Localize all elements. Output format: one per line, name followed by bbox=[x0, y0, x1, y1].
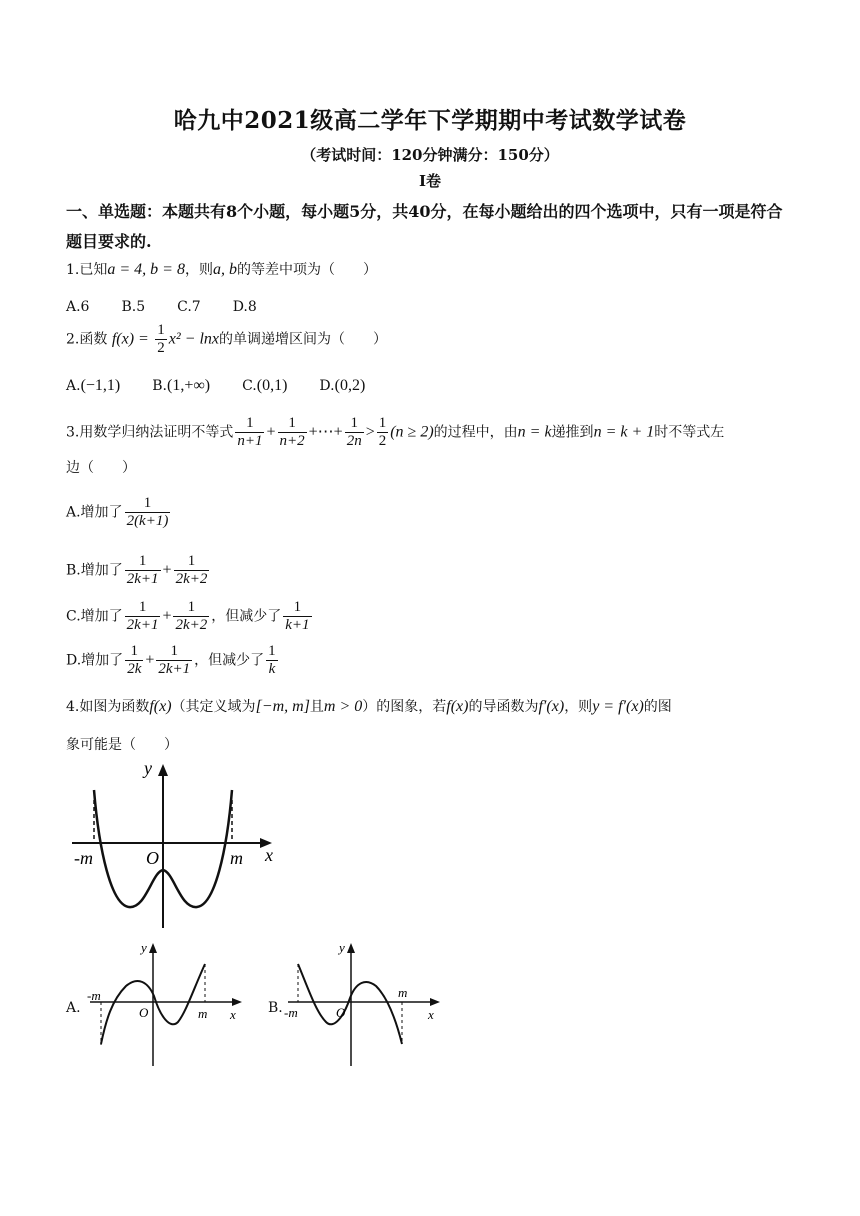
denominator: 2 bbox=[378, 433, 387, 449]
q2-option-c[interactable] bbox=[242, 373, 287, 399]
option-value: (0,1) bbox=[256, 377, 288, 394]
section-heading: 一、单选题：本题共有8个小题，每小题5分，共40分，在每小题给出的四个选项中，只有一项是符合题目要求的. bbox=[66, 202, 783, 251]
neg-m-label: -m bbox=[74, 848, 93, 868]
q1-option-c[interactable]: C.7 bbox=[177, 299, 201, 315]
option-fraction-2 bbox=[173, 599, 209, 634]
numerator: 1 bbox=[173, 599, 209, 617]
q1-vars: a, b bbox=[212, 261, 237, 278]
q1-option-b[interactable]: B.5 bbox=[121, 299, 146, 315]
option-value: (0,2) bbox=[334, 377, 366, 394]
q4-option-a-label[interactable]: A. bbox=[66, 1000, 81, 1016]
option-mid-text: ，但减少了 bbox=[194, 652, 265, 669]
y-axis-arrow bbox=[158, 764, 168, 776]
q3-term-1 bbox=[235, 415, 264, 450]
q4-cond: m > 0 bbox=[323, 698, 363, 715]
denominator: 2 bbox=[157, 340, 165, 356]
option-label: A. bbox=[66, 378, 81, 394]
numerator: 1 bbox=[345, 415, 364, 433]
y-axis-arrow bbox=[149, 943, 157, 953]
q4-func-2: f(x) bbox=[446, 698, 469, 715]
q4-text-d: 的图 bbox=[643, 699, 672, 715]
option-fraction-2 bbox=[174, 553, 210, 588]
q4-and: 且 bbox=[309, 699, 324, 715]
q3-dots: +⋯+ bbox=[308, 423, 343, 441]
option-fraction-3 bbox=[283, 599, 311, 634]
y-axis-label: y bbox=[141, 940, 147, 955]
q3-term-3 bbox=[345, 415, 364, 450]
exam-info: （考试时间：120分钟满分：150分） bbox=[301, 146, 559, 164]
option-label: D. bbox=[319, 378, 335, 394]
x-axis-label: x bbox=[230, 1007, 236, 1022]
q2-fraction bbox=[155, 322, 167, 357]
origin-label: O bbox=[139, 1005, 149, 1020]
denominator: 2(k+1) bbox=[126, 513, 169, 529]
m-label: m bbox=[230, 848, 243, 868]
volume-label: I卷 bbox=[418, 172, 442, 190]
q2-prefix: 2.函数 bbox=[66, 331, 108, 348]
q3-option-b[interactable]: B.增加了 $\frac{1}{2k+1}$ + $\frac{1}{2k+2}$ bbox=[66, 553, 208, 587]
question-2 bbox=[66, 322, 387, 357]
q2-rest: x² − lnx bbox=[168, 330, 220, 348]
option-fraction-1 bbox=[125, 599, 161, 634]
neg-m-label: -m bbox=[284, 1005, 298, 1020]
option-label: B.增加了 bbox=[66, 562, 123, 579]
x-axis-label: x bbox=[428, 1007, 434, 1022]
q3-cond: (n ≥ 2) bbox=[390, 423, 434, 441]
denominator: 2k+1 bbox=[126, 617, 159, 633]
question-1 bbox=[66, 257, 377, 283]
m-label: m bbox=[398, 985, 408, 1000]
q3-line-2: 边（ ） bbox=[66, 460, 136, 476]
denominator: 2k bbox=[127, 661, 142, 677]
numerator: 1 bbox=[125, 495, 171, 513]
question-3: 3.用数学归纳法证明不等式 $\frac{1}{n+1}$ + $\frac{1}{n+2}$ +⋯+ $\frac{1}{2n}$ > $\frac{1}{2}$ (n ≥ 2)的过程中，由n = k递推到n = k + 1时不等式左 bbox=[66, 415, 725, 449]
numerator: 1 bbox=[278, 415, 307, 433]
origin-label: O bbox=[336, 1005, 346, 1020]
derivative-curve bbox=[298, 964, 402, 1044]
q4-domain: [−m, m] bbox=[255, 698, 310, 715]
q4-option-b-graph[interactable] bbox=[282, 940, 442, 1068]
option-label: D.增加了 bbox=[66, 652, 124, 669]
denominator: 2n bbox=[346, 433, 362, 449]
q2-option-a[interactable] bbox=[66, 373, 120, 399]
option-label: B. bbox=[152, 378, 167, 394]
q3-to: n = k + 1 bbox=[593, 423, 655, 441]
numerator: 1 bbox=[283, 599, 311, 617]
q2-option-d[interactable] bbox=[319, 373, 365, 399]
option-value: (1,+∞) bbox=[167, 377, 211, 394]
q1-condition: a = 4, b = 8 bbox=[107, 261, 185, 278]
x-axis-label: x bbox=[265, 845, 273, 865]
q4-text-a: ）的图象，若 bbox=[362, 699, 447, 715]
denominator: k+1 bbox=[285, 617, 310, 633]
neg-m-label: -m bbox=[87, 988, 101, 1003]
denominator: 2k+2 bbox=[175, 617, 208, 633]
numerator: 1 bbox=[235, 415, 264, 433]
q3-option-c[interactable]: C.增加了 $\frac{1}{2k+1}$ + $\frac{1}{2k+2}$ ，但减少了 $\frac{1}{k+1}$ bbox=[66, 599, 310, 633]
numerator: 1 bbox=[156, 643, 192, 661]
question-4 bbox=[66, 694, 672, 720]
q2-option-b[interactable] bbox=[152, 373, 210, 399]
q4-prefix: 4.如图为函数 bbox=[66, 699, 150, 715]
q3-rhs bbox=[377, 415, 389, 450]
y-axis-label: y bbox=[144, 760, 152, 778]
x-axis-arrow bbox=[430, 998, 440, 1006]
numerator: 1 bbox=[125, 553, 161, 571]
denominator: 2k+2 bbox=[175, 571, 208, 587]
q1-option-a[interactable]: A.6 bbox=[66, 299, 90, 315]
numerator: 1 bbox=[157, 322, 165, 338]
main-function-graph bbox=[66, 760, 286, 935]
option-fraction-2 bbox=[156, 643, 192, 678]
option-fraction-1 bbox=[125, 553, 161, 588]
q4-text-b: 的导函数为 bbox=[468, 699, 539, 715]
q3-text-b: 递推到 bbox=[551, 424, 594, 441]
denominator: k bbox=[268, 661, 276, 677]
option-fraction-3 bbox=[266, 643, 278, 678]
q4-domain-text: （其定义域为 bbox=[171, 699, 256, 715]
option-label: A.增加了 bbox=[66, 504, 123, 521]
q3-option-d[interactable]: D.增加了 $\frac{1}{2k}$ + $\frac{1}{2k+1}$ ，但减少了 $\frac{1}{k}$ bbox=[66, 643, 276, 677]
q4-text-c: ，则 bbox=[564, 699, 593, 715]
q4-option-a-graph[interactable] bbox=[84, 940, 244, 1068]
q4-func: f(x) bbox=[149, 698, 172, 715]
q2-suffix: 的单调递增区间为（ ） bbox=[219, 331, 388, 348]
q2-func: f(x) = bbox=[111, 330, 149, 348]
q1-middle: ，则 bbox=[184, 262, 213, 278]
denominator: 2k+1 bbox=[158, 661, 191, 677]
q3-from: n = k bbox=[517, 423, 552, 441]
denominator: n+2 bbox=[279, 433, 305, 449]
denominator: 2k+1 bbox=[126, 571, 159, 587]
q1-suffix: 的等差中项为（ ） bbox=[236, 262, 377, 278]
numerator: 1 bbox=[125, 643, 143, 661]
q4-deriv: f′(x) bbox=[538, 698, 565, 715]
q4-line-2: 象可能是（ ） bbox=[66, 737, 178, 753]
q3-prefix: 3.用数学归纳法证明不等式 bbox=[66, 424, 234, 441]
option-value: (−1,1) bbox=[80, 377, 121, 394]
numerator: 1 bbox=[268, 643, 276, 659]
denominator: n+1 bbox=[237, 433, 263, 449]
m-label: m bbox=[198, 1006, 208, 1021]
numerator: 1 bbox=[378, 415, 387, 431]
numerator: 1 bbox=[174, 553, 210, 571]
option-fraction-1 bbox=[125, 643, 143, 678]
option-mid-text: ，但减少了 bbox=[211, 608, 282, 625]
q3-option-a[interactable] bbox=[66, 495, 172, 530]
q1-options bbox=[66, 294, 289, 320]
origin-label: O bbox=[146, 848, 159, 868]
q4-option-b-label[interactable]: B. bbox=[268, 1000, 283, 1016]
q2-options bbox=[66, 373, 397, 399]
option-label: C. bbox=[242, 378, 257, 394]
option-fraction bbox=[125, 495, 171, 530]
y-axis-arrow bbox=[347, 943, 355, 953]
page-title: 哈九中2021级高二学年下学期期中考试数学试卷 bbox=[173, 107, 687, 134]
q1-prefix: 1.已知 bbox=[66, 262, 108, 278]
x-axis-arrow bbox=[232, 998, 242, 1006]
numerator: 1 bbox=[125, 599, 161, 617]
q1-option-d[interactable]: D.8 bbox=[232, 299, 257, 315]
option-label: C.增加了 bbox=[66, 608, 123, 625]
q3-text-c: 时不等式左 bbox=[654, 424, 725, 441]
q4-eq: y = f′(x) bbox=[592, 698, 644, 715]
q3-text-a: 的过程中，由 bbox=[433, 424, 518, 441]
q3-term-2 bbox=[278, 415, 307, 450]
y-axis-label: y bbox=[339, 940, 345, 955]
